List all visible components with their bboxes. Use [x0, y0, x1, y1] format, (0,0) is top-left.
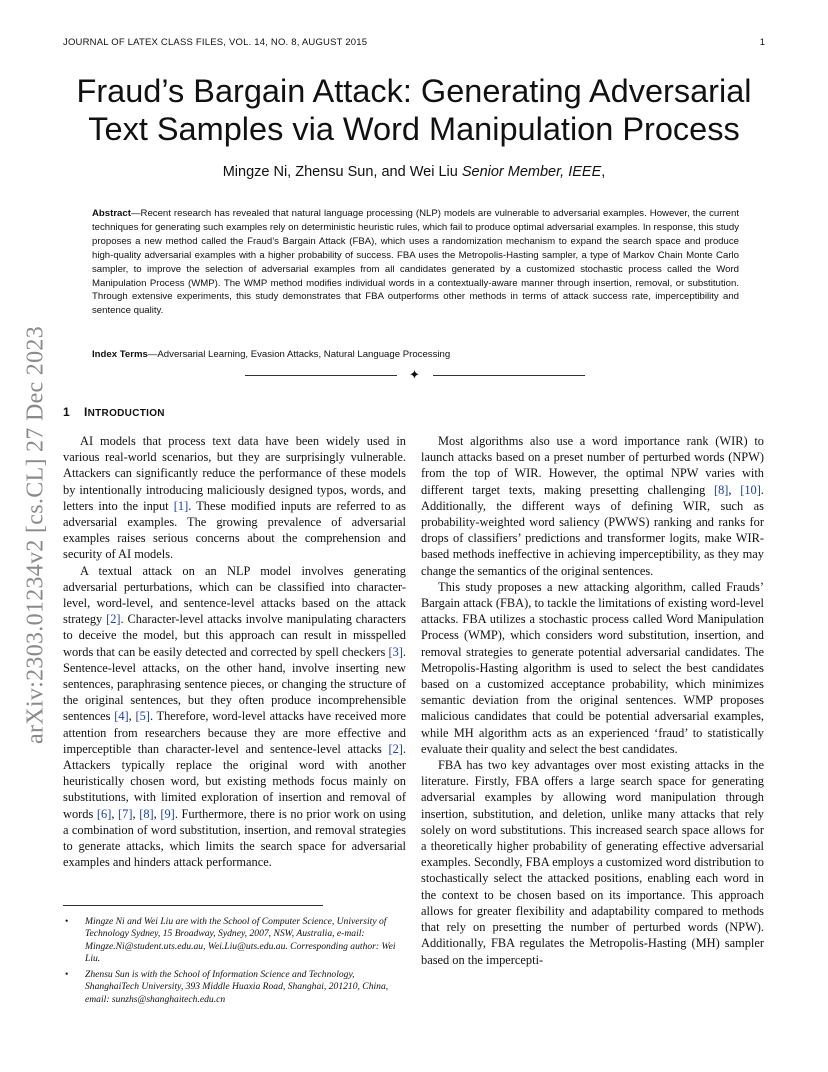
paragraph-text: This study proposes a new attacking algorithm, called Frauds’ Bargain attack (FBA), to tackle the limitations of existing word-level attacks. FBA utilizes a stochastic process called Word Manipulation Process (WMP), which considers word substitution, insertion, and removal strategies to generate potential adversarial candidates. The Metropolis-Hasting algorithm is used to select the best candidates based on a customized acceptance probability, which minimizes semantic deviation from the original sentences. WMP proposes malicious candidates that could be potential adversarial examples, while MH algorithm acts as an experienced ‘fraud’ to statistically evaluate their quality and select the best candidates.	[421, 579, 764, 756]
paper-title-line-1: Fraud’s Bargain Attack: Generating Adversarial	[76, 73, 752, 109]
abstract-text: —Recent research has revealed that natural language processing (NLP) models are vulnerable to adversarial examples. However, the current techniques for generating such examples rely on deterministic heuristic rules, which fail to produce optimal adversarial examples. In response, this study proposes a new method called the Fraud’s Bargain Attack (FBA), which uses a randomization mechanism to expand the search space and produce high-quality adversarial examples with a higher probability of success. FBA uses the Metropolis-Hasting sampler, a type of Markov Chain Monte Carlo sampler, to improve the selection of adversarial examples from all candidates generated by a customized stochastic process called the Word Manipulation Process (WMP). The WMP method modifies individual words in a contextually-aware manner through insertion, removal, or substitution. Through extensive experiments, this study demonstrates that FBA outperforms other methods in terms of attack success rate, imperceptibility and sentence quality.	[92, 208, 739, 317]
body-paragraph	[421, 433, 764, 579]
footnote-item	[63, 969, 406, 1006]
paragraph-text: ,	[132, 806, 140, 821]
author-trailing: ,	[601, 164, 606, 180]
citation-link[interactable]: [2]	[388, 741, 403, 756]
arxiv-identifier-stamp: arXiv:2303.01234v2 [cs.CL] 27 Dec 2023	[22, 326, 49, 744]
paragraph-text: . Attackers typically replace the original word with another heuristically chosen word, but existing methods focus mainly on substitutions, with limited exploration of insertion and removal of words	[63, 741, 406, 821]
citation-link[interactable]: [8]	[713, 482, 729, 497]
footnote-rule	[63, 905, 323, 906]
author-affiliation: Senior Member, IEEE	[461, 164, 602, 180]
paragraph-text: . Additionally, the different ways of defining WIR, such as probability-weighted word saliency (PWWS) ranking and ranks for drops of classifiers’ predictions and transformer logits, make WIR-based methods ineffective in achieving imperceptibility, as they may change the semantics of the original sentences.	[421, 482, 764, 578]
page-number: 1	[759, 37, 765, 48]
bullet-icon: •	[65, 916, 69, 927]
footnote-text: Mingze Ni and Wei Liu are with the School of Computer Science, University of Technology Sydney, 15 Broadway, Sydney, 2007, NSW, Australia, e-mail: Mingze.Ni@student.uts.edu.au, Wei.Liu@uts.edu.au. Corresponding author: Wei Liu.	[85, 916, 396, 964]
section-title-initial: I	[83, 405, 88, 419]
citation-link[interactable]: [6]	[96, 806, 112, 821]
citation-link[interactable]: [10]	[740, 482, 761, 497]
citation-link[interactable]: [4]	[114, 709, 129, 724]
index-terms-label: Index Terms	[92, 349, 148, 360]
bullet-icon: •	[65, 969, 69, 981]
section-heading	[63, 405, 165, 419]
section-title-rest: NTRODUCTION	[87, 408, 165, 419]
paragraph-text: ,	[728, 482, 741, 497]
citation-link[interactable]: [1]	[173, 498, 189, 513]
citation-link[interactable]: [9]	[160, 806, 175, 821]
footnote-text: Zhensu Sun is with the School of Information Science and Technology, ShanghaiTech University, 393 Middle Huaxia Road, Shanghai, 201210, China, email: sunzhs@shanghaitech.edu.cn	[85, 969, 389, 1005]
divider-ornament-icon: ✦	[409, 367, 420, 382]
citation-link[interactable]: [8]	[139, 806, 154, 821]
citation-link[interactable]: [3]	[388, 644, 403, 659]
body-paragraph	[421, 579, 764, 757]
abstract	[92, 207, 739, 318]
paragraph-text: . These modified inputs are referred to as adversarial examples. The growing prevalence of adversarial examples raises serious concerns about the comprehension and security of AI models.	[63, 498, 406, 562]
citation-link[interactable]: [7]	[118, 806, 133, 821]
running-header: JOURNAL OF LATEX CLASS FILES, VOL. 14, NO. 8, AUGUST 2015	[63, 37, 368, 48]
abstract-label: Abstract	[92, 208, 131, 219]
paragraph-text: . Character-level attacks involve manipulating characters to deceive the model, but this approach can result in misspelled words that can be easily detected and corrected by spell checkers	[63, 612, 407, 659]
divider-line-right	[433, 375, 585, 376]
body-column-left	[63, 433, 406, 870]
paragraph-text: A textual attack on an NLP model involves generating adversarial perturbations, which can be classified into character-level, word-level, and sentence-level attacks based on the attack strategy	[63, 563, 406, 627]
body-paragraph	[63, 563, 406, 871]
paragraph-text: AI models that process text data have been widely used in various real-world scenarios, but they are surprisingly vulnerable. Attackers can significantly reduce the performance of these models by intentionally introducing maliciously designed typos, words, and letters into the input	[63, 434, 406, 513]
paragraph-text: ,	[128, 709, 136, 724]
index-terms	[92, 348, 739, 362]
paragraph-text: . Sentence-level attacks, on the other hand, involve inserting new sentences, paraphrasing sentence pieces, or changing the structure of the original sentences, but they often produce incomprehensible sentences	[63, 644, 406, 724]
paragraph-text: . Therefore, word-level attacks have received more attention from researchers because they are more effective and imperceptible than character-level and sentence-level attacks	[63, 709, 406, 756]
body-paragraph	[63, 433, 406, 563]
author-list	[63, 164, 765, 180]
body-paragraph	[421, 757, 764, 968]
section-number: 1	[63, 405, 70, 419]
paragraph-text: ,	[153, 806, 161, 821]
body-column-right	[421, 433, 764, 968]
author-names: Mingze Ni, Zhensu Sun, and Wei Liu	[222, 164, 462, 180]
citation-link[interactable]: [5]	[135, 709, 150, 724]
citation-link[interactable]: [2]	[106, 612, 121, 627]
paragraph-text: Most algorithms also use a word importance rank (WIR) to launch attacks based on a preset number of perturbed words (NPW) from the top of WIR. However, the optimal NPW varies with different target texts, making presetting challenging	[421, 434, 764, 497]
footnote-item	[63, 916, 406, 965]
paper-title-line-2: Text Samples via Word Manipulation Process	[88, 111, 740, 147]
paragraph-text: FBA has two key advantages over most existing attacks in the literature. Firstly, FBA offers a large search space for generating adversarial examples by allowing word manipulation through insertion, substitution, and deletion, unlike many attacks that rely solely on word substitutions. This increased search space allows for a theoretically higher probability of generating effective adversarial examples. Secondly, FBA employs a customized word distribution to stochastically select the attacked positions, enabling each word in the context to be chosen based on its importance. This approach allows for greater flexibility and adaptability compared to methods that rely on presetting the number of perturbed words (NPW). Additionally, FBA regulates the Metropolis-Hasting (MH) sampler based on the impercepti-	[421, 758, 764, 967]
paragraph-text: . Furthermore, there is no prior work on using a combination of word substitution, insertion, and removal strategies to generate attacks, which limits the search space for adversarial examples and hinders attack performance.	[63, 806, 406, 870]
footnotes	[63, 916, 406, 1010]
index-terms-text: —Adversarial Learning, Evasion Attacks, Natural Language Processing	[147, 349, 451, 360]
paper-title	[63, 72, 765, 148]
divider-line-left	[245, 375, 397, 376]
paragraph-text: ,	[111, 806, 119, 821]
section-divider	[245, 368, 585, 382]
